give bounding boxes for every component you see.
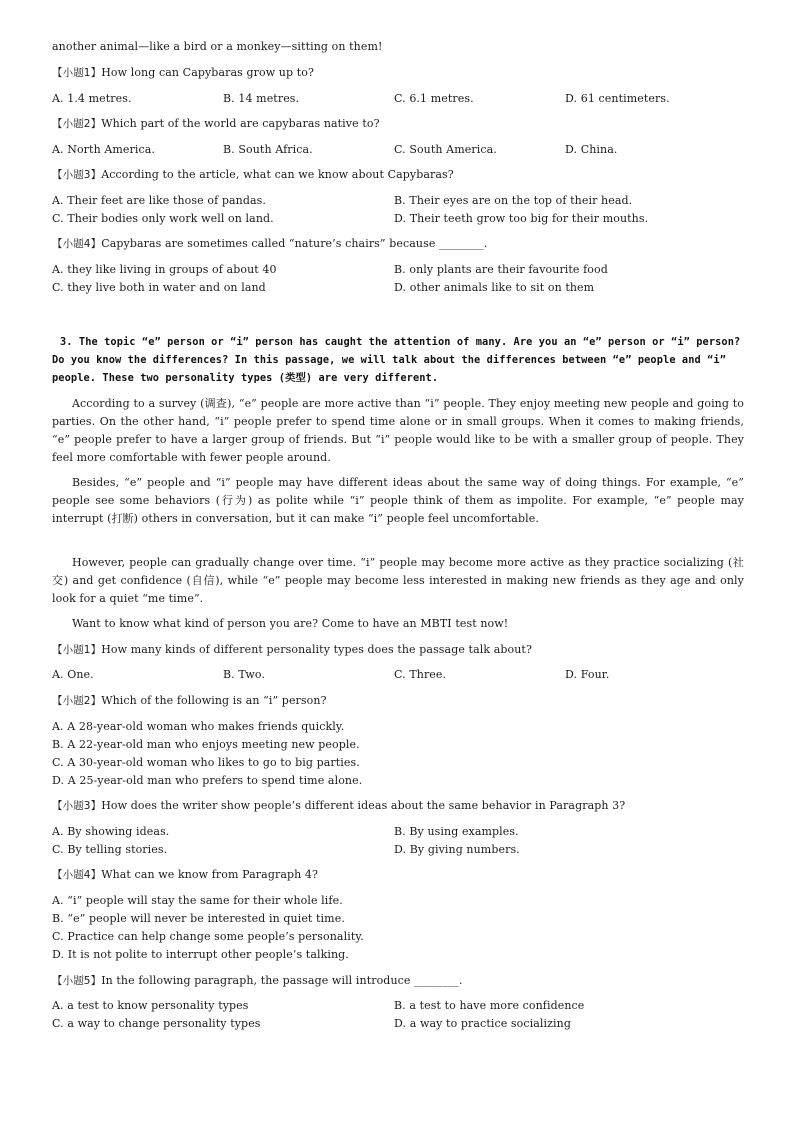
option-b: B. only plants are their favourite food bbox=[394, 263, 608, 276]
option-d: D. China. bbox=[565, 143, 618, 156]
question-tag: 【小题4】 bbox=[52, 869, 102, 881]
question-3-2 bbox=[52, 692, 327, 710]
option-c: C. they live both in water and on land bbox=[52, 281, 266, 294]
question-tag: 【小题2】 bbox=[52, 695, 102, 707]
option-d: D. It is not polite to interrupt other people’s talking. bbox=[52, 948, 349, 961]
question-tag: 【小题3】 bbox=[52, 169, 102, 181]
option-c: C. 6.1 metres. bbox=[394, 92, 474, 105]
option-a: A. they like living in groups of about 40 bbox=[52, 263, 277, 276]
option-c: C. A 30-year-old woman who likes to go to big parties. bbox=[52, 756, 360, 769]
option-a: A. 1.4 metres. bbox=[52, 92, 132, 105]
option-d: D. A 25-year-old man who prefers to spend time alone. bbox=[52, 774, 363, 787]
question-tag: 【小题1】 bbox=[52, 67, 102, 79]
option-a: A. By showing ideas. bbox=[52, 825, 170, 838]
option-b: B. 14 metres. bbox=[223, 92, 300, 105]
option-b: B. By using examples. bbox=[394, 825, 519, 838]
question-2-1 bbox=[52, 64, 314, 82]
question-3-5 bbox=[52, 972, 463, 990]
option-b: B. “e” people will never be interested in quiet time. bbox=[52, 912, 345, 925]
option-b: B. A 22-year-old man who enjoys meeting new people. bbox=[52, 738, 360, 751]
question-stem: According to the article, what can we know about Capybaras? bbox=[101, 168, 454, 181]
option-d: D. Four. bbox=[565, 668, 610, 681]
question-2-3 bbox=[52, 166, 454, 184]
option-d: D. Their teeth grow too big for their mouths. bbox=[394, 212, 649, 225]
option-b: B. Their eyes are on the top of their head. bbox=[394, 194, 633, 207]
option-c: C. Three. bbox=[394, 668, 447, 681]
question-tag: 【小题3】 bbox=[52, 800, 102, 812]
question-tag: 【小题5】 bbox=[52, 975, 102, 987]
option-b: B. a test to have more confidence bbox=[394, 999, 585, 1012]
option-c: C. By telling stories. bbox=[52, 843, 168, 856]
option-a: A. A 28-year-old woman who makes friends quickly. bbox=[52, 720, 345, 733]
option-c: C. Their bodies only work well on land. bbox=[52, 212, 274, 225]
question-2-4 bbox=[52, 235, 487, 253]
question-stem: Capybaras are sometimes called “nature’s chairs” because ________. bbox=[101, 237, 488, 250]
option-c: C. Practice can help change some people’s personality. bbox=[52, 930, 364, 943]
passage-carryover-line: another animal—like a bird or a monkey—sitting on them! bbox=[52, 40, 383, 53]
option-a: A. One. bbox=[52, 668, 94, 681]
question-tag: 【小题2】 bbox=[52, 118, 102, 130]
passage-paragraph-4: Want to know what kind of person you are? Come to have an MBTI test now! bbox=[72, 617, 509, 630]
option-c: C. South America. bbox=[394, 143, 497, 156]
question-stem: How many kinds of different personality types does the passage talk about? bbox=[101, 643, 532, 656]
question-stem: Which of the following is an “i” person? bbox=[101, 694, 327, 707]
option-d: D. a way to practice socializing bbox=[394, 1017, 572, 1030]
question-3-3 bbox=[52, 797, 625, 815]
question-2-2 bbox=[52, 115, 380, 133]
option-c: C. a way to change personality types bbox=[52, 1017, 261, 1030]
question-stem: In the following paragraph, the passage will introduce ________. bbox=[101, 974, 463, 987]
option-a: A. a test to know personality types bbox=[52, 999, 249, 1012]
option-d: D. 61 centimeters. bbox=[565, 92, 670, 105]
option-b: B. South Africa. bbox=[223, 143, 313, 156]
option-b: B. Two. bbox=[223, 668, 266, 681]
question-tag: 【小题4】 bbox=[52, 238, 102, 250]
question-tag: 【小题1】 bbox=[52, 644, 102, 656]
option-a: A. North America. bbox=[52, 143, 156, 156]
option-d: D. By giving numbers. bbox=[394, 843, 520, 856]
question-stem: Which part of the world are capybaras native to? bbox=[101, 117, 380, 130]
passage-paragraph-1: According to a survey (调查), “e” people are more active than “i” people. They enjoy meeting new people and going to parties. On the other hand, “i” people prefer to spend time alone or in small groups. When it comes to making friends, “e” people prefer to have a larger group of friends. But “i” people would like to be with a smaller group of people. They feel more comfortable with fewer people around. bbox=[52, 397, 744, 464]
question-stem: How long can Capybaras grow up to? bbox=[101, 66, 314, 79]
question-stem: What can we know from Paragraph 4? bbox=[101, 868, 318, 881]
passage-3-intro: 3. The topic “e” person or “i” person has caught the attention of many. Are you an “e” person or “i” person? Do you know the differences? In this passage, we will talk about the differences between “e” people and “i” people. These two personality types (类型) are very different. bbox=[52, 336, 741, 384]
passage-paragraph-2: Besides, “e” people and “i” people may have different ideas about the same way of doing things. For example, “e” people see some behaviors (行为) as polite while “i” people think of them as impolite. For example, “e” people may interrupt (打断) others in conversation, but it can make “i” people feel uncomfortable. bbox=[52, 476, 744, 525]
passage-paragraph-3: However, people can gradually change over time. “i” people may become more active as they practice socializing (社交) and get confidence (自信), while “e” people may become less interested in making new friends as they age and only look for a quiet “me time”. bbox=[52, 556, 744, 605]
option-a: A. Their feet are like those of pandas. bbox=[52, 194, 266, 207]
question-3-4 bbox=[52, 866, 318, 884]
option-a: A. “i” people will stay the same for their whole life. bbox=[52, 894, 343, 907]
question-3-1 bbox=[52, 641, 532, 659]
question-stem: How does the writer show people’s different ideas about the same behavior in Paragraph 3? bbox=[101, 799, 626, 812]
option-d: D. other animals like to sit on them bbox=[394, 281, 595, 294]
